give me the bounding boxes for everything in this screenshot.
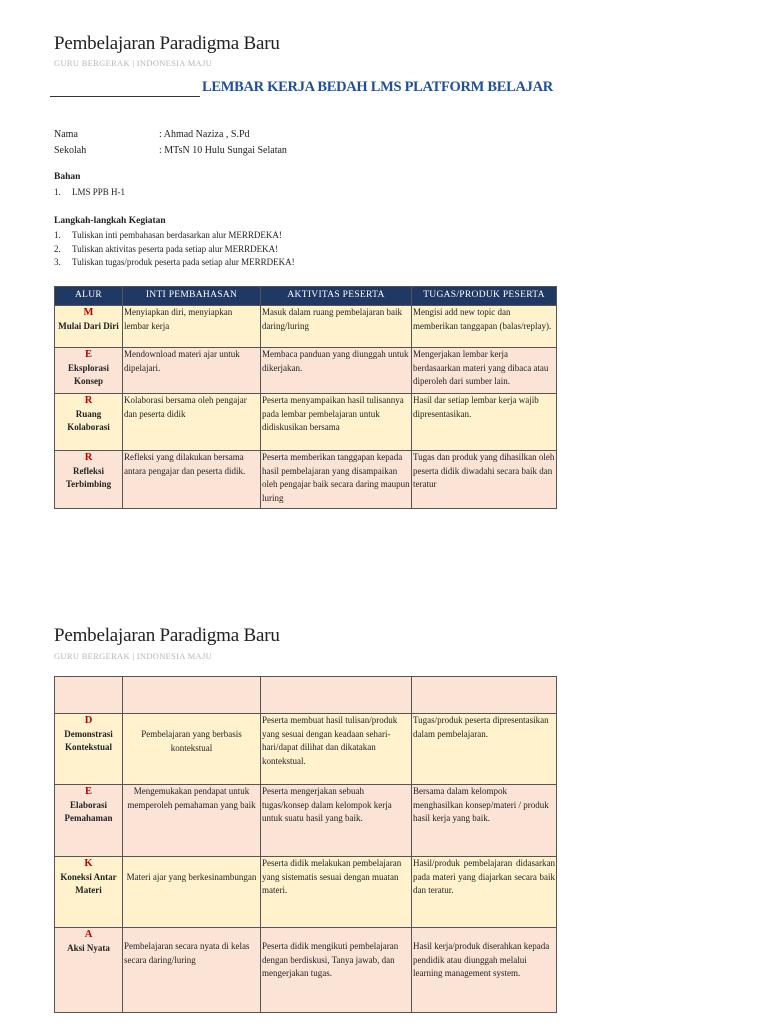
header-alur: ALUR [55, 287, 123, 306]
bahan-heading: Bahan [54, 172, 81, 182]
table-row [55, 714, 557, 785]
cell-tugas: Mengisi add new topic dan memberikan tanggapan (balas/replay). [412, 306, 557, 348]
alur-name: Aksi Nyata [67, 942, 110, 953]
cell-aktivitas: Membaca panduan yang diunggah untuk dikerjakan. [261, 348, 412, 394]
langkah-list [54, 229, 295, 270]
cell-aktivitas: Peserta didik mengikuti pembelajaran dengan berdiskusi, Tanya jawab, dan mengerjakan tugas. [261, 928, 412, 1013]
alur-letter: R [84, 395, 93, 406]
bahan-list [54, 186, 125, 200]
cell-tugas: Hasil/produk pembelajaran didasarkan pada materi yang diajarkan secara baik dan teratur. [412, 857, 557, 928]
list-item: 1. LMS PPB H-1 [54, 187, 126, 197]
merrdeka-table-page2 [54, 676, 557, 1013]
cell-inti: Kolaborasi bersama oleh pengajar dan peserta didik [123, 394, 261, 451]
worksheet-heading: LEMBAR KERJA BEDAH LMS PLATFORM BELAJAR [202, 79, 553, 95]
cell-inti: Materi ajar yang berkesinambungan [123, 857, 261, 928]
heading-rule [50, 96, 200, 97]
table-row [55, 306, 557, 348]
langkah-heading: Langkah-langkah Kegiatan [54, 216, 166, 226]
cell-tugas: Mengerjakan lembar kerja berdasaarkan materi yang dibaca atau diperoleh dari sumber lain. [412, 348, 557, 394]
cell-tugas: Bersama dalam kelompok menghasilkan konsep/materi / produk hasil kerja yang baik. [412, 785, 557, 857]
cell-inti: Mengemukakan pendapat untuk memperoleh pemahaman yang baik [123, 785, 261, 857]
table-row [55, 928, 557, 1013]
info-label: Sekolah [54, 145, 87, 156]
cell-tugas: Hasil kerja/produk diserahkan kepada pendidik atau diunggah melalui learning management system. [412, 928, 557, 1013]
alur-letter: A [84, 929, 93, 940]
cell-inti: Menyiapkan diri, menyiapkan lembar kerja [123, 306, 261, 348]
alur-letter: E [84, 786, 92, 797]
cell-tugas: Tugas/produk peserta dipresentasikan dalam pembelajaran. [412, 714, 557, 785]
cell-aktivitas: Peserta mengerjakan sebuah tugas/konsep dalam kelompok kerja untuk suatu hasil yang baik. [261, 785, 412, 857]
list-item: 1. Tuliskan inti pembahasan berdasarkan alur MERRDEKA! [54, 230, 282, 240]
alur-letter: K [84, 858, 93, 869]
alur-name: Eksplorasi Konsep [67, 362, 109, 386]
alur-name: Demonstrasi Kontekstual [64, 728, 113, 752]
list-item: 2. Tuliskan aktivitas peserta pada setiap alur MERRDEKA! [54, 243, 279, 254]
cell-aktivitas: Peserta didik melakukan pembelajaran yang sistematis sesuai dengan muatan materi. [261, 857, 412, 928]
page-title: Pembelajaran Paradigma Baru [54, 625, 280, 646]
cell-inti: Pembelajaran secara nyata di kelas secara daring/luring [123, 928, 261, 1013]
cell-inti: Mendownload materi ajar untuk dipelajari. [123, 348, 261, 394]
cell-aktivitas: Masuk dalam ruang pembelajaran baik daring/luring [261, 306, 412, 348]
header-tugas: TUGAS/PRODUK PESERTA [412, 287, 557, 306]
table-empty-row [55, 677, 557, 714]
cell-tugas: Hasil dar setiap lembar kerja wajib dipresentasikan. [412, 394, 557, 451]
table-row [55, 451, 557, 509]
merrdeka-table-page1 [54, 286, 557, 509]
list-item: 3. Tuliskan tugas/produk peserta pada setiap alur MERRDEKA! [54, 257, 295, 267]
table-row [55, 348, 557, 394]
alur-name: Ruang Kolaborasi [67, 408, 110, 432]
header-inti: INTI PEMBAHASAN [123, 287, 261, 306]
alur-letter: M [83, 307, 94, 318]
page-title: Pembelajaran Paradigma Baru [54, 33, 280, 54]
info-value: : MTsN 10 Hulu Sungai Selatan [159, 145, 287, 156]
header-aktivitas: AKTIVITAS PESERTA [261, 287, 412, 306]
cell-aktivitas: Peserta memberikan tanggapan kepada hasil pembelajaran yang disampaikan oleh pengajar baik secara daring maupun luring [261, 451, 412, 509]
cell-aktivitas: Peserta menyampaikan hasil tulisannya pada lembar pembelajaran untuk didiskusikan bersama [261, 394, 412, 451]
alur-letter: E [84, 349, 92, 360]
alur-name: Refleksi Terbimbing [65, 465, 112, 489]
cell-tugas: Tugas dan produk yang dihasilkan oleh peserta didik diwadahi secara baik dan teratur [412, 451, 557, 509]
alur-name: Koneksi Antar Materi [60, 871, 117, 895]
page-subtitle: GURU BERGERAK | INDONESIA MAJU [54, 651, 213, 661]
table-row [55, 857, 557, 928]
table-header-row [55, 287, 557, 306]
info-value: : Ahmad Naziza , S.Pd [159, 129, 250, 140]
cell-inti: Pembelajaran yang berbasis kontekstual [123, 714, 261, 785]
table-row [55, 785, 557, 857]
alur-letter: R [84, 452, 93, 463]
cell-aktivitas: Peserta membuat hasil tulisan/produk yang sesuai dengan keadaan sehari-hari/dapat dilihat dan dikatakan kontekstual. [261, 714, 412, 785]
alur-name: Elaborasi Pemahaman [64, 799, 113, 823]
info-label: Nama [54, 129, 78, 140]
alur-letter: D [84, 715, 93, 726]
page-subtitle: GURU BERGERAK | INDONESIA MAJU [54, 58, 213, 68]
table-row [55, 394, 557, 451]
alur-name: Mulai Dari Diri [58, 320, 119, 331]
cell-inti: Refleksi yang dilakukan bersama antara pengajar dan peserta didik. [123, 451, 261, 509]
